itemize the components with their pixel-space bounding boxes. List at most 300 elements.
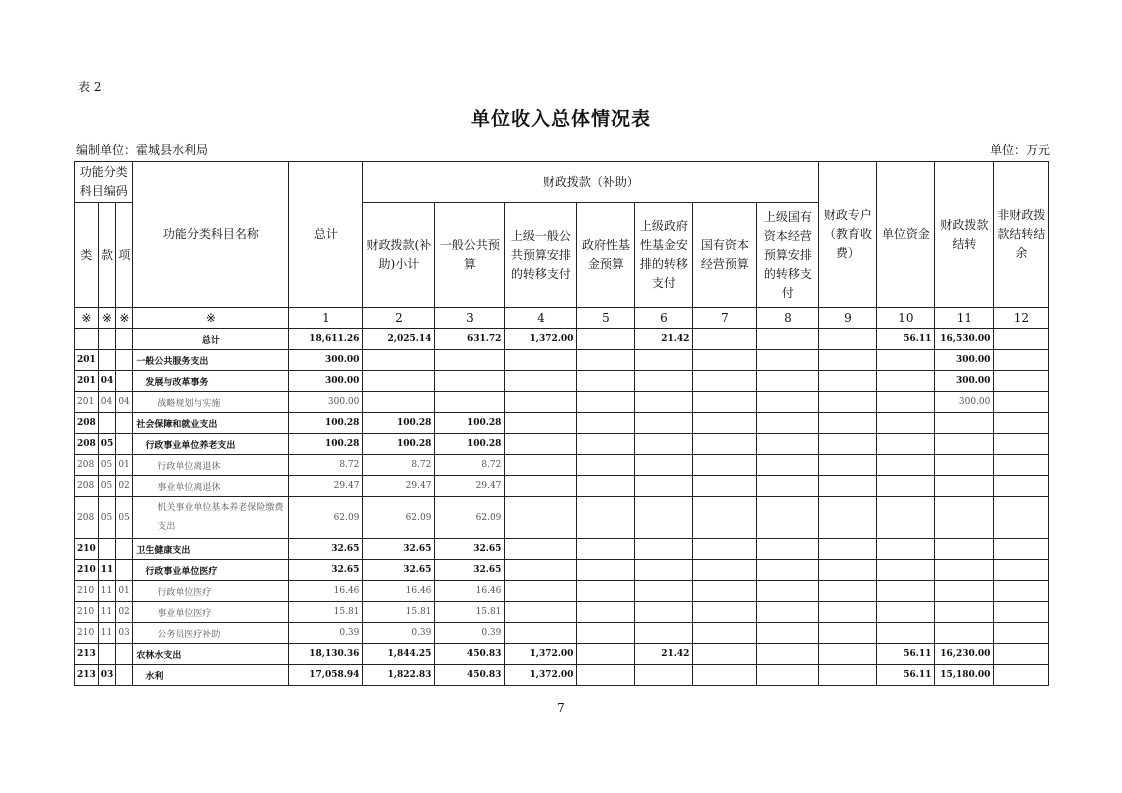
func-name: 机关事业单位基本养老保险缴费支出 — [133, 497, 289, 539]
value-col-9 — [819, 455, 877, 476]
value-col-5 — [577, 602, 635, 623]
header-col-10: 单位资金 — [877, 162, 935, 308]
code-kuan: 11 — [98, 560, 116, 581]
table-row — [75, 497, 1049, 539]
value-col-2: 8.72 — [363, 455, 435, 476]
compiling-unit: 编制单位：霍城县水利局 — [76, 143, 209, 157]
value-col-6 — [635, 350, 693, 371]
value-col-6 — [635, 665, 693, 686]
func-name: 水利 — [133, 665, 289, 686]
code-kuan: 03 — [98, 665, 116, 686]
value-col-2: 15.81 — [363, 602, 435, 623]
value-col-9 — [819, 623, 877, 644]
value-total: 300.00 — [289, 392, 363, 413]
value-col-12 — [994, 644, 1049, 665]
value-col-11 — [935, 413, 994, 434]
header-func-code: 功能分类科目编码 — [75, 162, 133, 203]
value-col-4 — [505, 560, 577, 581]
value-col-10: 56.11 — [877, 644, 935, 665]
table-row — [75, 623, 1049, 644]
value-total: 18,130.36 — [289, 644, 363, 665]
value-col-2: 0.39 — [363, 623, 435, 644]
value-col-12 — [994, 434, 1049, 455]
value-col-10 — [877, 497, 935, 539]
value-col-8 — [757, 413, 819, 434]
code-lei: 208 — [75, 413, 99, 434]
code-xiang — [116, 560, 133, 581]
value-col-8 — [757, 560, 819, 581]
column-index-cell: ※ — [133, 308, 289, 329]
value-col-7 — [693, 560, 757, 581]
code-kuan: 05 — [98, 434, 116, 455]
code-lei: 201 — [75, 392, 99, 413]
value-col-5 — [577, 329, 635, 350]
func-name: 农林水支出 — [133, 644, 289, 665]
code-lei: 208 — [75, 476, 99, 497]
page-title: 单位收入总体情况表 — [470, 108, 651, 130]
code-kuan: 05 — [98, 497, 116, 539]
value-col-3: 450.83 — [435, 665, 505, 686]
value-col-11: 300.00 — [935, 371, 994, 392]
value-total: 300.00 — [289, 371, 363, 392]
page-number: 7 — [557, 701, 565, 715]
value-col-4 — [505, 413, 577, 434]
column-index-cell: 10 — [877, 308, 935, 329]
value-col-12 — [994, 539, 1049, 560]
func-name: 发展与改革事务 — [133, 371, 289, 392]
value-col-11 — [935, 602, 994, 623]
value-col-3: 62.09 — [435, 497, 505, 539]
code-xiang — [116, 539, 133, 560]
value-col-12 — [994, 560, 1049, 581]
code-lei: 210 — [75, 581, 99, 602]
value-col-4 — [505, 350, 577, 371]
value-col-7 — [693, 392, 757, 413]
value-col-2 — [363, 371, 435, 392]
code-xiang: 05 — [116, 497, 133, 539]
value-col-9 — [819, 539, 877, 560]
code-kuan: 11 — [98, 623, 116, 644]
value-col-4 — [505, 392, 577, 413]
code-xiang: 03 — [116, 623, 133, 644]
value-col-4 — [505, 497, 577, 539]
header-xiang: 项 — [116, 203, 133, 308]
value-col-8 — [757, 329, 819, 350]
column-index-cell: 11 — [935, 308, 994, 329]
value-col-12 — [994, 623, 1049, 644]
column-index-cell: 3 — [435, 308, 505, 329]
value-col-5 — [577, 560, 635, 581]
value-col-6 — [635, 455, 693, 476]
value-col-8 — [757, 455, 819, 476]
value-col-5 — [577, 392, 635, 413]
value-col-10: 56.11 — [877, 329, 935, 350]
value-col-7 — [693, 602, 757, 623]
code-lei: 201 — [75, 350, 99, 371]
code-kuan — [98, 539, 116, 560]
func-name: 卫生健康支出 — [133, 539, 289, 560]
table-row — [75, 644, 1049, 665]
value-col-8 — [757, 476, 819, 497]
value-col-2: 100.28 — [363, 434, 435, 455]
func-name: 一般公共服务支出 — [133, 350, 289, 371]
value-col-2: 62.09 — [363, 497, 435, 539]
value-col-4: 1,372.00 — [505, 644, 577, 665]
header-col-2: 财政拨款(补助)小计 — [363, 203, 435, 308]
value-col-11: 15,180.00 — [935, 665, 994, 686]
value-col-6 — [635, 581, 693, 602]
column-index-cell: ※ — [75, 308, 99, 329]
value-col-5 — [577, 476, 635, 497]
header-col-3: 一般公共预算 — [435, 203, 505, 308]
header-col-6: 上级政府性基金安排的转移支付 — [635, 203, 693, 308]
value-col-5 — [577, 455, 635, 476]
value-col-4 — [505, 539, 577, 560]
code-xiang: 04 — [116, 392, 133, 413]
value-col-2: 2,025.14 — [363, 329, 435, 350]
value-col-4 — [505, 455, 577, 476]
value-col-7 — [693, 644, 757, 665]
header-func-name: 功能分类科目名称 — [133, 162, 289, 308]
value-col-2: 16.46 — [363, 581, 435, 602]
value-col-3: 450.83 — [435, 644, 505, 665]
value-col-7 — [693, 455, 757, 476]
value-col-3: 631.72 — [435, 329, 505, 350]
code-xiang — [116, 350, 133, 371]
value-col-11: 300.00 — [935, 350, 994, 371]
value-col-7 — [693, 434, 757, 455]
value-col-11 — [935, 539, 994, 560]
value-col-12 — [994, 371, 1049, 392]
column-index-cell: 2 — [363, 308, 435, 329]
value-col-3: 100.28 — [435, 434, 505, 455]
func-name: 行政单位医疗 — [133, 581, 289, 602]
code-lei: 210 — [75, 623, 99, 644]
value-col-6 — [635, 623, 693, 644]
column-index-cell: 9 — [819, 308, 877, 329]
value-total: 0.39 — [289, 623, 363, 644]
header-col-11: 财政拨款结转 — [935, 162, 994, 308]
value-total: 62.09 — [289, 497, 363, 539]
value-col-5 — [577, 644, 635, 665]
column-index-cell: 4 — [505, 308, 577, 329]
value-col-4 — [505, 434, 577, 455]
code-lei: 208 — [75, 455, 99, 476]
value-col-12 — [994, 392, 1049, 413]
value-col-5 — [577, 581, 635, 602]
value-col-8 — [757, 539, 819, 560]
code-xiang: 02 — [116, 476, 133, 497]
value-col-12 — [994, 455, 1049, 476]
value-col-10 — [877, 392, 935, 413]
value-col-12 — [994, 665, 1049, 686]
value-col-4: 1,372.00 — [505, 329, 577, 350]
value-col-10 — [877, 455, 935, 476]
code-xiang — [116, 644, 133, 665]
column-index-row — [75, 308, 1049, 329]
value-col-8 — [757, 602, 819, 623]
code-kuan — [98, 413, 116, 434]
code-xiang: 01 — [116, 581, 133, 602]
value-col-11 — [935, 497, 994, 539]
value-col-10 — [877, 350, 935, 371]
table-row — [75, 476, 1049, 497]
header-col-7: 国有资本经营预算 — [693, 203, 757, 308]
value-col-2: 32.65 — [363, 560, 435, 581]
value-col-9 — [819, 665, 877, 686]
table-row — [75, 392, 1049, 413]
value-col-6 — [635, 413, 693, 434]
value-col-12 — [994, 350, 1049, 371]
value-col-3: 8.72 — [435, 455, 505, 476]
value-col-11 — [935, 476, 994, 497]
code-xiang — [116, 329, 133, 350]
code-kuan: 04 — [98, 392, 116, 413]
column-index-cell: ※ — [116, 308, 133, 329]
func-name: 行政事业单位养老支出 — [133, 434, 289, 455]
value-col-3: 32.65 — [435, 560, 505, 581]
value-col-9 — [819, 371, 877, 392]
value-total: 8.72 — [289, 455, 363, 476]
column-index-cell: ※ — [98, 308, 116, 329]
header-col-4: 上级一般公共预算安排的转移支付 — [505, 203, 577, 308]
value-col-3: 32.65 — [435, 539, 505, 560]
value-col-5 — [577, 413, 635, 434]
value-total: 100.28 — [289, 434, 363, 455]
value-col-9 — [819, 392, 877, 413]
value-col-7 — [693, 371, 757, 392]
value-col-7 — [693, 623, 757, 644]
value-total: 16.46 — [289, 581, 363, 602]
code-lei: 213 — [75, 665, 99, 686]
value-col-3: 100.28 — [435, 413, 505, 434]
table-row — [75, 560, 1049, 581]
value-col-11 — [935, 434, 994, 455]
header-col-8: 上级国有资本经营预算安排的转移支付 — [757, 203, 819, 308]
code-xiang — [116, 413, 133, 434]
value-col-6 — [635, 539, 693, 560]
column-index-cell: 5 — [577, 308, 635, 329]
header-col-9: 财政专户（教育收费） — [819, 162, 877, 308]
value-col-10 — [877, 560, 935, 581]
column-index-cell: 6 — [635, 308, 693, 329]
value-col-6 — [635, 392, 693, 413]
value-col-6 — [635, 560, 693, 581]
value-col-9 — [819, 434, 877, 455]
value-col-10 — [877, 581, 935, 602]
value-total: 32.65 — [289, 560, 363, 581]
column-index-cell: 8 — [757, 308, 819, 329]
value-col-7 — [693, 476, 757, 497]
table-row — [75, 539, 1049, 560]
value-col-11: 16,230.00 — [935, 644, 994, 665]
value-col-12 — [994, 581, 1049, 602]
code-xiang — [116, 371, 133, 392]
value-col-12 — [994, 602, 1049, 623]
value-col-2: 32.65 — [363, 539, 435, 560]
value-total: 15.81 — [289, 602, 363, 623]
value-col-3: 29.47 — [435, 476, 505, 497]
value-total: 32.65 — [289, 539, 363, 560]
value-total: 18,611.26 — [289, 329, 363, 350]
header-lei: 类 — [75, 203, 99, 308]
table-row — [75, 455, 1049, 476]
value-col-8 — [757, 497, 819, 539]
code-lei: 208 — [75, 434, 99, 455]
value-col-10: 56.11 — [877, 665, 935, 686]
value-col-8 — [757, 350, 819, 371]
value-col-6: 21.42 — [635, 329, 693, 350]
value-col-9 — [819, 560, 877, 581]
code-lei: 210 — [75, 539, 99, 560]
value-col-10 — [877, 602, 935, 623]
value-col-6 — [635, 371, 693, 392]
value-col-9 — [819, 581, 877, 602]
header-col-5: 政府性基金预算 — [577, 203, 635, 308]
value-col-10 — [877, 371, 935, 392]
table-row — [75, 329, 1049, 350]
code-kuan: 04 — [98, 371, 116, 392]
func-name: 社会保障和就业支出 — [133, 413, 289, 434]
value-col-6 — [635, 434, 693, 455]
value-col-9 — [819, 644, 877, 665]
value-col-5 — [577, 539, 635, 560]
value-col-12 — [994, 329, 1049, 350]
header-fiscal-group: 财政拨款（补助） — [363, 162, 819, 203]
value-col-9 — [819, 413, 877, 434]
value-col-8 — [757, 665, 819, 686]
header-kuan: 款 — [98, 203, 116, 308]
code-lei: 210 — [75, 602, 99, 623]
func-name: 事业单位离退休 — [133, 476, 289, 497]
func-name: 公务员医疗补助 — [133, 623, 289, 644]
value-col-12 — [994, 497, 1049, 539]
value-col-3: 0.39 — [435, 623, 505, 644]
value-col-5 — [577, 371, 635, 392]
table-number: 表 2 — [78, 80, 102, 94]
value-col-3 — [435, 350, 505, 371]
value-col-3: 15.81 — [435, 602, 505, 623]
value-col-7 — [693, 413, 757, 434]
code-lei: 210 — [75, 560, 99, 581]
value-col-11: 16,530.00 — [935, 329, 994, 350]
value-col-7 — [693, 581, 757, 602]
value-col-5 — [577, 623, 635, 644]
value-col-12 — [994, 476, 1049, 497]
value-col-11 — [935, 560, 994, 581]
value-col-12 — [994, 413, 1049, 434]
code-lei — [75, 329, 99, 350]
header-col-12: 非财政拨款结转结余 — [994, 162, 1049, 308]
value-col-2: 100.28 — [363, 413, 435, 434]
func-name: 行政单位离退休 — [133, 455, 289, 476]
value-col-8 — [757, 434, 819, 455]
value-col-7 — [693, 350, 757, 371]
value-col-7 — [693, 497, 757, 539]
table-row — [75, 434, 1049, 455]
code-xiang: 01 — [116, 455, 133, 476]
value-col-5 — [577, 665, 635, 686]
value-col-4: 1,372.00 — [505, 665, 577, 686]
value-col-10 — [877, 434, 935, 455]
value-col-4 — [505, 581, 577, 602]
value-col-10 — [877, 623, 935, 644]
column-index-cell: 1 — [289, 308, 363, 329]
value-col-5 — [577, 497, 635, 539]
value-col-9 — [819, 476, 877, 497]
value-col-11: 300.00 — [935, 392, 994, 413]
func-name: 总计 — [133, 329, 289, 350]
value-total: 29.47 — [289, 476, 363, 497]
value-col-7 — [693, 665, 757, 686]
func-name: 事业单位医疗 — [133, 602, 289, 623]
code-lei: 213 — [75, 644, 99, 665]
value-col-8 — [757, 623, 819, 644]
code-lei: 208 — [75, 497, 99, 539]
value-col-6 — [635, 476, 693, 497]
value-col-7 — [693, 329, 757, 350]
value-col-8 — [757, 644, 819, 665]
func-name: 战略规划与实施 — [133, 392, 289, 413]
value-col-11 — [935, 455, 994, 476]
value-col-9 — [819, 602, 877, 623]
value-col-9 — [819, 329, 877, 350]
value-col-3 — [435, 371, 505, 392]
code-kuan: 11 — [98, 581, 116, 602]
value-col-11 — [935, 581, 994, 602]
value-col-8 — [757, 371, 819, 392]
value-col-9 — [819, 350, 877, 371]
value-col-5 — [577, 434, 635, 455]
value-col-4 — [505, 476, 577, 497]
income-table — [74, 161, 1049, 686]
value-col-2: 1,822.83 — [363, 665, 435, 686]
value-col-8 — [757, 392, 819, 413]
value-col-6 — [635, 497, 693, 539]
table-row — [75, 413, 1049, 434]
header-total: 总计 — [289, 162, 363, 308]
table-row — [75, 581, 1049, 602]
code-kuan — [98, 329, 116, 350]
value-col-9 — [819, 497, 877, 539]
code-kuan: 05 — [98, 476, 116, 497]
table-row — [75, 371, 1049, 392]
code-xiang: 02 — [116, 602, 133, 623]
code-kuan — [98, 644, 116, 665]
table-row — [75, 665, 1049, 686]
value-col-3 — [435, 392, 505, 413]
value-col-2: 1,844.25 — [363, 644, 435, 665]
code-lei: 201 — [75, 371, 99, 392]
currency-unit: 单位：万元 — [989, 143, 1050, 157]
value-col-2 — [363, 392, 435, 413]
code-kuan: 05 — [98, 455, 116, 476]
table-row — [75, 350, 1049, 371]
value-col-8 — [757, 581, 819, 602]
column-index-cell: 7 — [693, 308, 757, 329]
code-xiang — [116, 665, 133, 686]
value-total: 17,058.94 — [289, 665, 363, 686]
value-col-7 — [693, 539, 757, 560]
value-col-10 — [877, 413, 935, 434]
value-col-11 — [935, 623, 994, 644]
value-col-2: 29.47 — [363, 476, 435, 497]
value-col-3: 16.46 — [435, 581, 505, 602]
value-col-2 — [363, 350, 435, 371]
code-kuan: 11 — [98, 602, 116, 623]
func-name: 行政事业单位医疗 — [133, 560, 289, 581]
column-index-cell: 12 — [994, 308, 1049, 329]
